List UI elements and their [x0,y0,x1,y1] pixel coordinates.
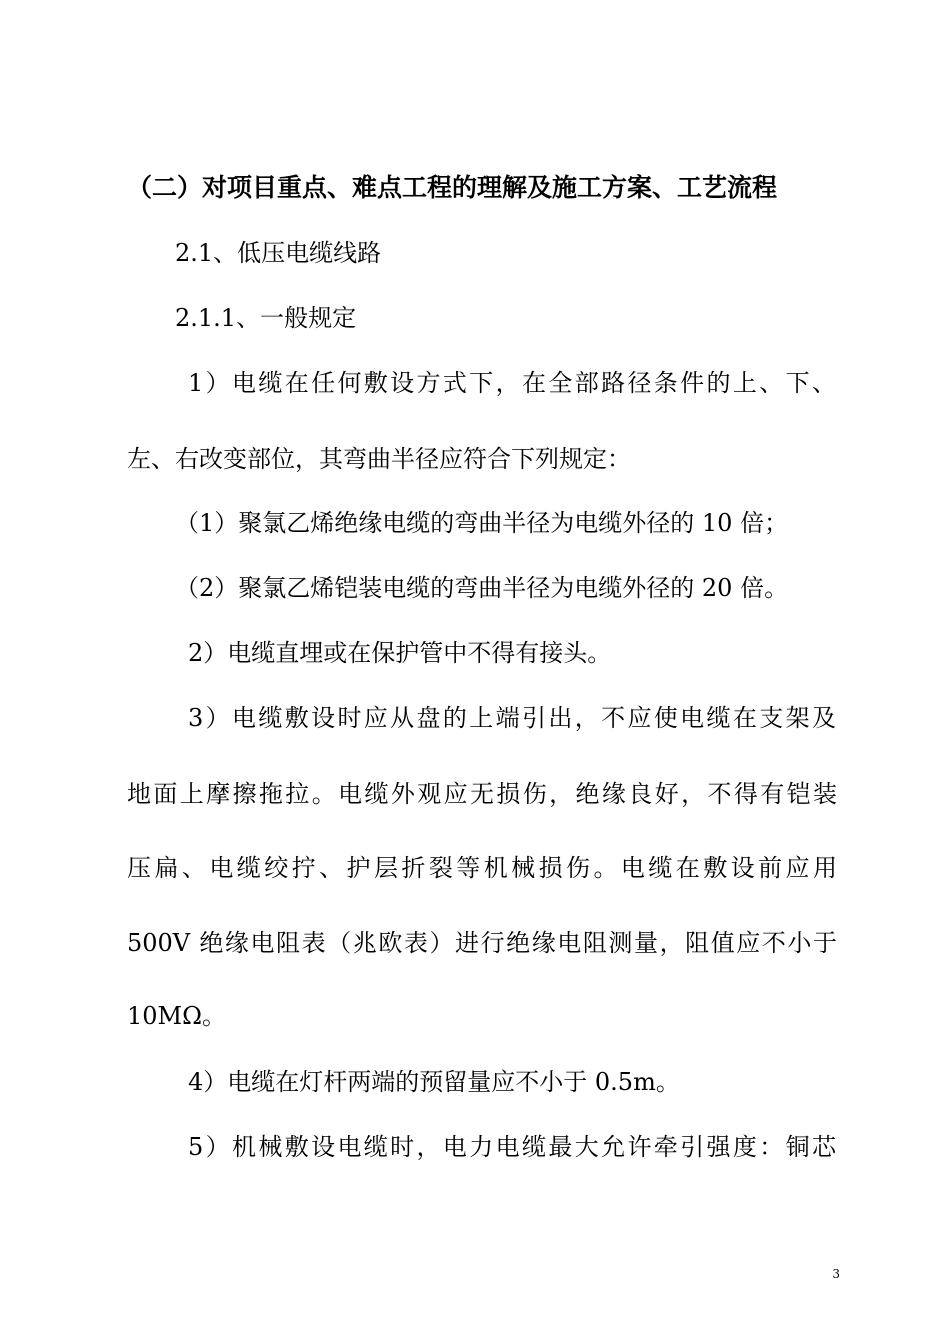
paragraph-item-3-line-2: 地面上摩擦拖拉。电缆外观应无损伤，绝缘良好，不得有铠装 [127,780,837,808]
section-title-2-1: 2.1、低压电缆线路 [175,239,382,267]
section-heading: （二）对项目重点、难点工程的理解及施工方案、工艺流程 [127,173,778,202]
paragraph-item-1-sub-1: （1）聚氯乙烯绝缘电缆的弯曲半径为电缆外径的 10 倍； [175,509,789,537]
paragraph-item-2: 2）电缆直埋或在保护管中不得有接头。 [188,639,612,667]
paragraph-item-3-line-5: 10MΩ。 [127,1002,227,1030]
paragraph-item-1-line-2: 左、右改变部位，其弯曲半径应符合下列规定： [127,445,631,473]
paragraph-item-5-line-1: 5）机械敷设电缆时，电力电缆最大允许牵引强度：铜芯 [188,1133,836,1161]
paragraph-item-1-sub-2: （2）聚氯乙烯铠装电缆的弯曲半径为电缆外径的 20 倍。 [175,574,789,602]
section-title-2-1-1: 2.1.1、一般规定 [175,304,357,332]
paragraph-item-4: 4）电缆在灯杆两端的预留量应不小于 0.5m。 [188,1068,680,1096]
paragraph-item-3-line-4: 500V 绝缘电阻表（兆欧表）进行绝缘电阻测量，阻值应不小于 [127,929,837,957]
paragraph-item-3-line-1: 3）电缆敷设时应从盘的上端引出，不应使电缆在支架及 [188,704,836,732]
paragraph-item-1-line-1: 1）电缆在任何敷设方式下，在全部路径条件的上、下、 [188,369,836,397]
page-number: 3 [832,1267,840,1281]
paragraph-item-3-line-3: 压扁、电缆绞拧、护层折裂等机械损伤。电缆在敷设前应用 [127,854,837,882]
